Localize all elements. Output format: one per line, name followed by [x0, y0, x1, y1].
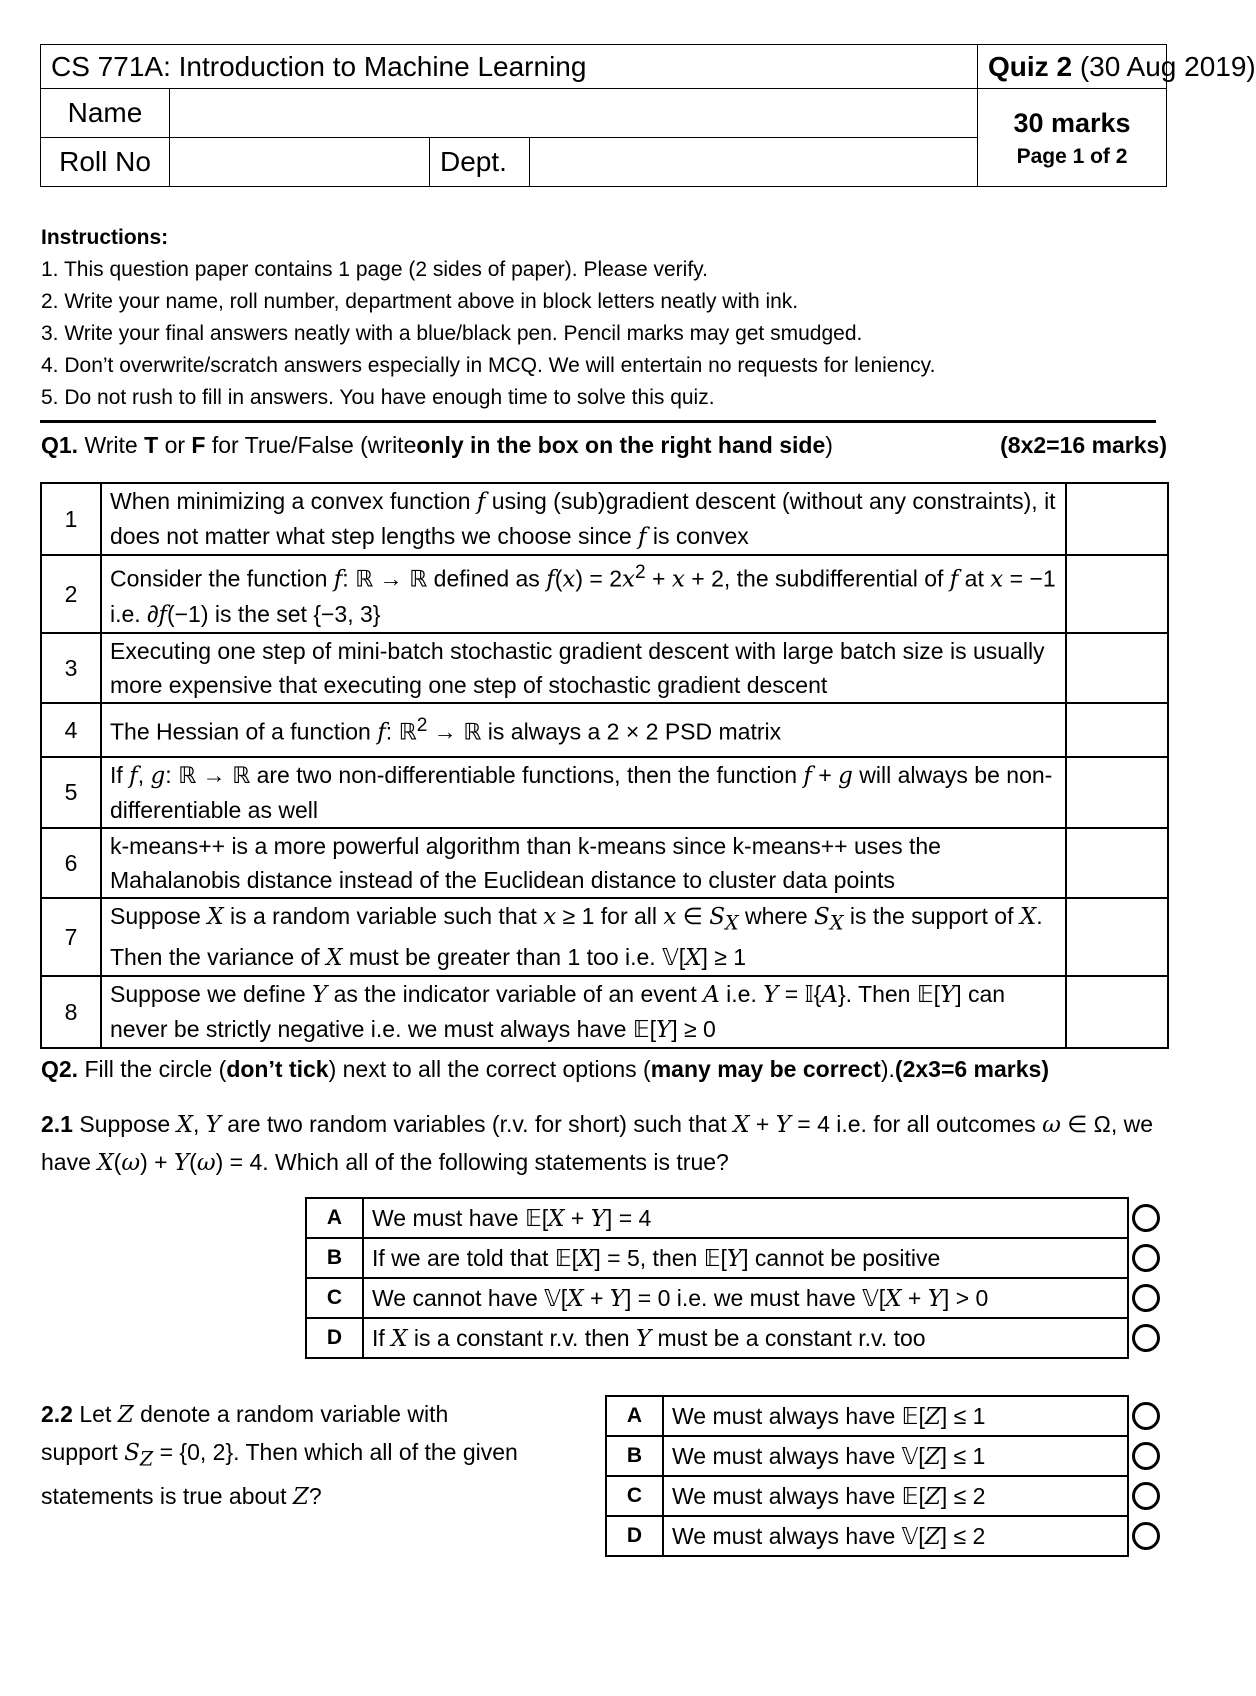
- roll-field[interactable]: [170, 138, 430, 187]
- option-text: We must always have 𝕍[Z] ≤ 2: [663, 1516, 1128, 1556]
- q1-text: ): [825, 432, 833, 458]
- q1-row-number: 8: [41, 976, 101, 1048]
- option-text: We must always have 𝔼[Z] ≤ 2: [663, 1476, 1128, 1516]
- q1-table: [40, 482, 1169, 1049]
- option-row-b: [306, 1238, 1128, 1278]
- option-text: If we are told that 𝔼[X] = 5, then 𝔼[Y] cannot be positive: [363, 1238, 1128, 1278]
- option-text: If X is a constant r.v. then Y must be a constant r.v. too: [363, 1318, 1128, 1358]
- q1-row-8: [41, 976, 1168, 1048]
- header-table: [40, 44, 1256, 187]
- q1-answer-box[interactable]: [1066, 898, 1168, 977]
- q1-row-2: [41, 555, 1168, 633]
- q1-heading: [41, 432, 1167, 459]
- q1-row-5: [41, 757, 1168, 828]
- q1-statement: Suppose we define Y as the indicator variable of an event A i.e. Y = 𝕀{A}. Then 𝔼[Y] can never be strictly negative i.e. we must always have 𝔼[Y] ≥ 0: [101, 976, 1066, 1048]
- dept-label: Dept.: [430, 138, 530, 187]
- dept-field[interactable]: [530, 138, 978, 187]
- q2-2-number: 2.2: [41, 1401, 73, 1427]
- q1-answer-box[interactable]: [1066, 976, 1168, 1048]
- option-text: We must always have 𝕍[Z] ≤ 1: [663, 1436, 1128, 1476]
- option-letter: A: [306, 1198, 363, 1238]
- option-row-c: [606, 1476, 1128, 1516]
- q1-false-letter: F: [191, 432, 206, 458]
- option-letter: C: [606, 1476, 663, 1516]
- option-letter: D: [606, 1516, 663, 1556]
- q1-statement: Suppose X is a random variable such that x ≥ 1 for all x ∈ $S_X$ where $S_X$ is the support of X. Then the variance of X must be greater than 1 too i.e. 𝕍[X] ≥ 1: [101, 898, 1066, 977]
- q1-answer-box[interactable]: [1066, 483, 1168, 555]
- quiz-number: Quiz 2: [988, 50, 1073, 82]
- option-text: We cannot have 𝕍[X + Y] = 0 i.e. we must have 𝕍[X + Y] > 0: [363, 1278, 1128, 1318]
- marks-cell: [978, 89, 1167, 187]
- q1-marks: (8x2=16 marks): [1000, 432, 1167, 458]
- q1-row-number: 4: [41, 703, 101, 757]
- option-row-d: [606, 1516, 1128, 1556]
- q1-row-number: 2: [41, 555, 101, 633]
- name-label: Name: [41, 89, 170, 138]
- option-text: We must always have 𝔼[Z] ≤ 1: [663, 1396, 1128, 1436]
- q1-text: Write: [84, 432, 138, 458]
- q1-row-number: 6: [41, 828, 101, 898]
- q1-answer-box[interactable]: [1066, 555, 1168, 633]
- option-text: We must have 𝔼[X + Y] = 4: [363, 1198, 1128, 1238]
- answer-circle-b[interactable]: [1132, 1442, 1160, 1470]
- q1-row-number: 1: [41, 483, 101, 555]
- answer-circle-c[interactable]: [1132, 1482, 1160, 1510]
- q1-row-3: [41, 633, 1168, 703]
- section-divider: [40, 420, 1156, 423]
- q1-statement: When minimizing a convex function f using (sub)gradient descent (without any constraints), it does not matter what step lengths we choose since f is convex: [101, 483, 1066, 555]
- q2-1-question: [41, 1106, 1161, 1182]
- answer-circle-c[interactable]: [1132, 1284, 1160, 1312]
- option-row-a: [606, 1396, 1128, 1436]
- answer-circle-d[interactable]: [1132, 1324, 1160, 1352]
- q1-answer-box[interactable]: [1066, 633, 1168, 703]
- instructions-title: Instructions:: [41, 226, 169, 249]
- q1-statement: Consider the function f: ℝ → ℝ defined as $f(x) = 2x^2 + x + 2$, the subdifferential of f at x = −1 i.e. ∂f(−1) is the set {−3, 3}: [101, 555, 1066, 633]
- option-letter: B: [306, 1238, 363, 1278]
- q1-statement: k-means++ is a more powerful algorithm than k-means since k-means++ uses the Mahalanobis distance instead of the Euclidean distance to cluster data points: [101, 828, 1066, 898]
- instruction-item: 5. Do not rush to fill in answers. You have enough time to solve this quiz.: [41, 386, 715, 409]
- q1-text: or: [164, 432, 186, 458]
- q1-label: Q1.: [41, 432, 79, 458]
- q2-emphasis: many may be correct: [650, 1056, 881, 1082]
- total-marks: 30 marks: [1013, 107, 1131, 138]
- option-row-a: [306, 1198, 1128, 1238]
- option-row-d: [306, 1318, 1128, 1358]
- answer-circle-d[interactable]: [1132, 1522, 1160, 1550]
- q1-row-4: [41, 703, 1168, 757]
- answer-circle-b[interactable]: [1132, 1244, 1160, 1272]
- q1-row-6: [41, 828, 1168, 898]
- q2-2-options: [605, 1395, 1129, 1557]
- q2-text: ) next to all the correct options (: [328, 1056, 651, 1082]
- page-info: Page 1 of 2: [1016, 144, 1128, 168]
- q1-text: for True/False (write: [211, 432, 417, 458]
- answer-circle-a[interactable]: [1132, 1204, 1160, 1232]
- q1-answer-box[interactable]: [1066, 757, 1168, 828]
- instruction-item: 4. Don’t overwrite/scratch answers especially in MCQ. We will entertain no requests for leniency.: [41, 354, 936, 377]
- option-letter: C: [306, 1278, 363, 1318]
- q2-marks: (2x3=6 marks): [894, 1056, 1049, 1082]
- instruction-item: 1. This question paper contains 1 page (2 sides of paper). Please verify.: [41, 258, 708, 281]
- option-letter: B: [606, 1436, 663, 1476]
- q1-row-number: 3: [41, 633, 101, 703]
- q2-1-number: 2.1: [41, 1111, 73, 1137]
- instruction-item: 2. Write your name, roll number, department above in block letters neatly with ink.: [41, 290, 799, 313]
- name-field[interactable]: [170, 89, 978, 138]
- q2-text: ).: [880, 1056, 895, 1082]
- roll-label: Roll No: [41, 138, 170, 187]
- q2-2-question: [41, 1396, 531, 1516]
- q2-2-text: Let Z denote a random variable with support $S_Z = \{0$, 2}. Then which all of the given statements is true about Z?: [41, 1401, 518, 1510]
- instruction-item: 3. Write your final answers neatly with a blue/black pen. Pencil marks may get smudged.: [41, 322, 863, 345]
- q2-1-options: [305, 1197, 1129, 1359]
- q2-heading: [41, 1056, 1049, 1083]
- quiz-date: (30 Aug 2019): [1079, 50, 1256, 82]
- q1-statement: If f, g: ℝ → ℝ are two non-differentiable functions, then the function f + g will always be non-differentiable as well: [101, 757, 1066, 828]
- q1-statement: Executing one step of mini-batch stochastic gradient descent with large batch size is usually more expensive that executing one step of stochastic gradient descent: [101, 633, 1066, 703]
- option-letter: A: [606, 1396, 663, 1436]
- q1-row-number: 7: [41, 898, 101, 977]
- instructions: [41, 222, 935, 414]
- q2-1-text: Suppose X, Y are two random variables (r.v. for short) such that X + Y = 4 i.e. for all outcomes ω ∈ Ω, we have X(ω) + Y(ω) = 4. Which all of the following statements is true?: [41, 1111, 1154, 1176]
- answer-circle-a[interactable]: [1132, 1402, 1160, 1430]
- option-letter: D: [306, 1318, 363, 1358]
- quiz-info: [978, 45, 1256, 89]
- q1-row-1: [41, 483, 1168, 555]
- q1-answer-box[interactable]: [1066, 828, 1168, 898]
- q2-text: Fill the circle (: [84, 1056, 227, 1082]
- q1-true-letter: T: [144, 432, 159, 458]
- course-title: CS 771A: Introduction to Machine Learning: [41, 45, 978, 89]
- option-row-c: [306, 1278, 1128, 1318]
- q2-emphasis: don’t tick: [226, 1056, 329, 1082]
- q1-emphasis: only in the box on the right hand side: [416, 432, 826, 458]
- q2-label: Q2.: [41, 1056, 79, 1082]
- q1-statement: The Hessian of a function f: ℝ$^2$ → ℝ is always a 2 × 2 PSD matrix: [101, 703, 1066, 757]
- q1-row-7: [41, 898, 1168, 977]
- q1-answer-box[interactable]: [1066, 703, 1168, 757]
- option-row-b: [606, 1436, 1128, 1476]
- q1-row-number: 5: [41, 757, 101, 828]
